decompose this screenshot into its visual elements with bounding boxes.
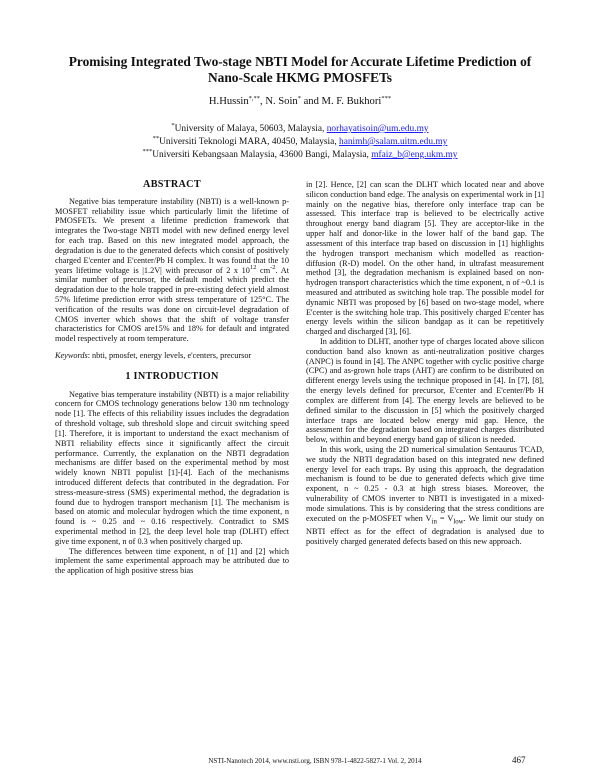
affiliation-mark: ** bbox=[152, 135, 160, 142]
affiliation-line bbox=[50, 123, 550, 136]
intro-paragraph: The differences between time exponent, n of [1] and [2] which implement the same experimental approach may be attributed due to the application of high positive stress bias bbox=[55, 546, 289, 576]
affiliation-text: Universiti Teknologi MARA, 40450, Malaysia, bbox=[159, 137, 340, 147]
abstract-heading: ABSTRACT bbox=[143, 179, 201, 190]
keywords-label: Keywords bbox=[55, 351, 88, 360]
introduction-heading: 1 INTRODUCTION bbox=[125, 370, 219, 382]
intro-paragraph: In addition to DLHT, another type of charges located above silicon conduction band also known as anti-neutralization positive charges (ANPC) is found in [4]. The ANPC together with cyclic positive charge (CPC) and as-grown hole traps (AHT) are confirm to be distributed on different energy levels using the technique proposed in [4]. In [7], [8], the energy levels defined for precursor, E'center and E'center/Pb H complex are different from [4]. The energy levels are believed to be defined similar to the discussion in [5] which the positively charged interface traps are located below energy mid gap. Hence, the assessment for the degradation based on integrated charges distributed below, within and beyond energy band gap of silicon is needed. bbox=[306, 337, 544, 445]
affiliation-mark: *** bbox=[142, 148, 153, 155]
intro-text: In this work, using the 2D numerical simulation Sentaurus TCAD, we study the NBTI degradation based on this integrated new defined energy level for each traps. By using this approach, the degradation mechanism is found to be due to generated defects which give time exponent, n ~ 0.25 - 0.3 at high stress biases. Moreover, the vulnerability of CMOS inverter to NBTI is investigated in a mixed-mode simulations. This is by considering that the stress conditions are executed on the p-MOSFET when V bbox=[306, 444, 544, 523]
intro-paragraph: Negative bias temperature instability (NBTI) is a major reliability concern for CMOS technology generations below 130 nm technology node [1]. The effects of this reliability issues includes the degradation of threshold voltage, sub threshold slope and circuit switching speed [1]. Therefore, it is important to understand the exact mechanism of NBTI reliability effects since it significantly affect the circuit performance. Currently, the explanation on the NBTI degradation mechanisms are differ based on the experimental method by most widely known NBTI populist [1]-[4]. Each of the mechanisms introduced different defects that contributed in the degradation. For stress-measure-stress (SMS) experimental method, the degradation is found due to hydrogen transport mechanism [1]. The mechanism is based on atomic and molecular hydrogen which the time exponent, n found is ~ 0.25 and ~ 0.16 respectively. Contradict to SMS experimental method in [2], the deep level hole trap (DLHT) effect give time exponent, n of 0.3 when positively charged up. bbox=[55, 389, 289, 546]
affiliation-list bbox=[50, 123, 550, 162]
intro-text: . We limit our study on NBTI effect as for the effect of degradation is analysed due to positively charged generated defects based on this new approach. bbox=[306, 513, 545, 546]
intro-text: = V bbox=[436, 513, 454, 523]
abstract-text: . At similar number of precursor, the default model which predict the degradation due to the hole trapped in pre-existing defect yield almost 57% lifetime prediction error with stress temperature of 125°C. The verification of the results was done on circuit-level degradation of CMOS inverter which shows that the shift of voltage transfer characteristics for CMOS are15% and 18% for default and intgrated model respectively at room temperature. bbox=[55, 265, 289, 344]
email-link[interactable]: norhayatisoin@um.edu.my bbox=[326, 124, 429, 134]
page-footer: NSTI-Nanotech 2014, www.nsti.org, ISBN 978-1-4822-5827-1 Vol. 2, 2014 bbox=[208, 757, 422, 765]
abstract-paragraph bbox=[55, 197, 289, 344]
author-name: N. Soin bbox=[265, 96, 298, 107]
author-name: M. F. Bukhori bbox=[321, 96, 382, 107]
author-separator: and bbox=[300, 96, 322, 107]
abstract-superscript: -2 bbox=[270, 263, 276, 271]
intro-paragraph bbox=[306, 445, 544, 547]
author-mark: *,** bbox=[248, 95, 261, 102]
page-number: 467 bbox=[512, 755, 526, 765]
abstract-superscript: 12 bbox=[249, 263, 257, 271]
affiliation-mark: * bbox=[171, 122, 175, 129]
author-mark: *** bbox=[381, 95, 392, 102]
paper-title bbox=[50, 54, 550, 86]
intro-subscript: low bbox=[453, 518, 464, 526]
right-column bbox=[306, 180, 544, 547]
author-list bbox=[50, 96, 550, 107]
author-mark: * bbox=[297, 95, 301, 102]
affiliation-text: University of Malaya, 50603, Malaysia, bbox=[174, 124, 327, 134]
abstract-text: cm bbox=[256, 265, 271, 275]
affiliation-line bbox=[50, 136, 550, 149]
abstract-text: Negative bias temperature instability (NBTI) is a well-known p-MOSFET reliability issue which particularly limit the lifetime of PMOSFETs. We present a lifetime prediction framework that integrates the Two-stage NBTI model with new defined energy level for each trap. Based on this new integrated model approach, the degradation is due to the generated defects which consist of positively charged E'center and E'center/Pb H complex. It was found that the 10 years lifetime voltage is |1.2V| with precusor of 2 x 10 bbox=[55, 196, 289, 275]
author-name: H.Hussin bbox=[208, 96, 249, 107]
intro-subscript: in bbox=[431, 518, 437, 526]
keywords bbox=[55, 351, 289, 361]
keywords-list: : nbti, pmosfet, energy levels, e'centers, precursor bbox=[87, 351, 252, 360]
affiliation-line bbox=[50, 149, 550, 162]
title-line-1: Promising Integrated Two-stage NBTI Model for Accurate Lifetime Prediction of bbox=[68, 54, 532, 69]
title-line-2: Nano-Scale HKMG PMOSFETs bbox=[207, 70, 392, 85]
author-separator: , bbox=[260, 96, 266, 107]
email-link[interactable]: hanimh@salam.uitm.edu.my bbox=[339, 137, 448, 147]
intro-paragraph-continued: in [2]. Hence, [2] can scan the DLHT which located near and above silicon conduction band edge. The analysis on experimental work in [1] mainly on the negative bias, therefore only interface trap can be assessed. This interface trap is believed to be electrically active throughout energy band diagram [5]. They are acceptor-like in the upper half and donor-like in the lower half of the band gap. The assessment of this interface trap based on discussion in [1] highlights the hydrogen transport mechanism which modelled as reaction-diffusion (R-D) model. On the other hand, in ultrafast measurement method [3], the degradation mechanism is explained based on non-hydrogen transport characteristics which the time exponent, n of ~0.1 is measured and attributed as switching hole trap. The possible model for dynamic NBTI was proposed by [6] based on two-stage model, where E'center is the switching hole trap. This positively charged E'center has energy levels within the silicon bandgap as it can be repetitively charged and discharged [3], [6]. bbox=[306, 180, 544, 337]
affiliation-text: Universiti Kebangsaan Malaysia, 43600 Bangi, Malaysia, bbox=[152, 150, 372, 160]
left-column bbox=[55, 180, 289, 576]
email-link[interactable]: mfaiz_b@eng.ukm.my bbox=[371, 150, 458, 160]
